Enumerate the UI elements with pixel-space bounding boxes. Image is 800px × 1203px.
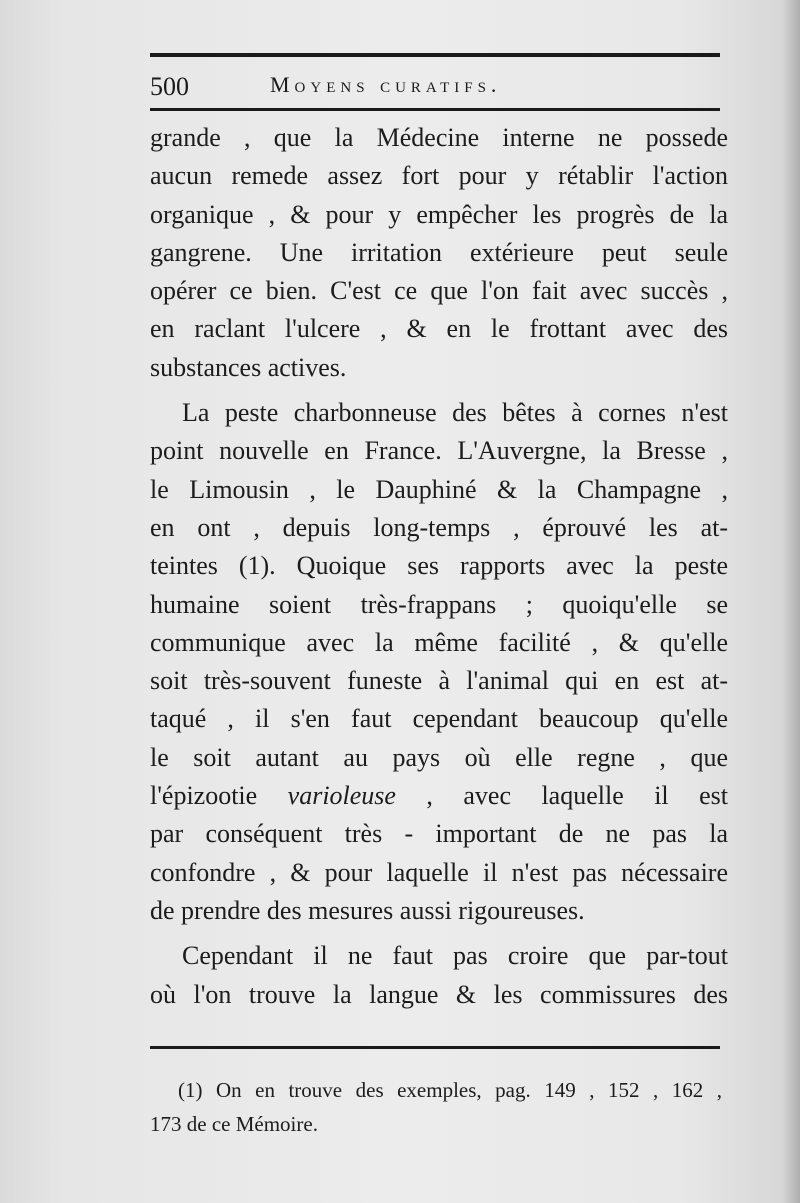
text-line: humaine soient très-frappans ; quoiqu'elle se	[150, 589, 728, 619]
paragraph-1	[150, 119, 728, 387]
footnote-line: 173 de ce Mémoire.	[150, 1112, 318, 1136]
paragraph-3	[150, 937, 728, 1014]
text-line: communique avec la même facilité , & qu'elle	[150, 627, 728, 657]
text-line: substances actives.	[150, 352, 347, 382]
text-line: La peste charbonneuse des bêtes à cornes n'est	[182, 398, 728, 428]
text-line: gangrene. Une irritation extérieure peut seule	[150, 237, 728, 267]
text-line: opérer ce bien. C'est ce que l'on fait avec succès ,	[150, 276, 728, 306]
header-bottom-rule	[150, 108, 720, 111]
italic-term: varioleuse	[287, 781, 396, 811]
text-line: où l'on trouve la langue & les commissures des	[150, 979, 728, 1009]
text-line: grande , que la Médecine interne ne possede	[150, 123, 728, 152]
text-line: teintes (1). Quoique ses rapports avec la peste	[150, 551, 728, 581]
text-line: confondre , & pour laquelle il n'est pas nécessaire	[150, 857, 728, 887]
footnote-rule	[150, 1046, 720, 1049]
text-segment: , avec laquelle il est	[395, 781, 728, 811]
footnote	[150, 1073, 722, 1141]
header-top-rule	[150, 53, 720, 57]
running-title: Moyens curatifs.	[270, 72, 502, 97]
text-line: soit très-souvent funeste à l'animal qui en est at-	[150, 666, 728, 696]
page-number: 500	[150, 72, 189, 101]
text-line: point nouvelle en France. L'Auvergne, la Bresse ,	[150, 436, 728, 466]
text-line: le Limousin , le Dauphiné & la Champagne ,	[150, 474, 728, 504]
text-segment: l'épizootie	[150, 781, 288, 811]
text-line: de prendre des mesures aussi rigoureuses.	[150, 895, 585, 925]
text-line: le soit autant au pays où elle regne , que	[150, 742, 728, 772]
text-line: aucun remede assez fort pour y rétablir l'action	[150, 161, 728, 191]
main-text	[150, 119, 728, 1014]
text-line-with-italic	[150, 777, 728, 815]
text-line: Cependant il ne faut pas croire que par-tout	[182, 941, 728, 971]
text-line: taqué , il s'en faut cependant beaucoup qu'elle	[150, 704, 728, 734]
text-line: organique , & pour y empêcher les progrès de la	[150, 199, 728, 229]
text-line: en raclant l'ulcere , & en le frottant avec des	[150, 314, 728, 344]
footnote-line: (1) On en trouve des exemples, pag. 149 , 152 , 162 ,	[178, 1078, 722, 1102]
paragraph-2	[150, 394, 728, 930]
page-header	[150, 70, 720, 104]
text-line: en ont , depuis long-temps , éprouvé les at-	[150, 512, 728, 542]
text-line: par conséquent très - important de ne pas la	[150, 819, 728, 849]
